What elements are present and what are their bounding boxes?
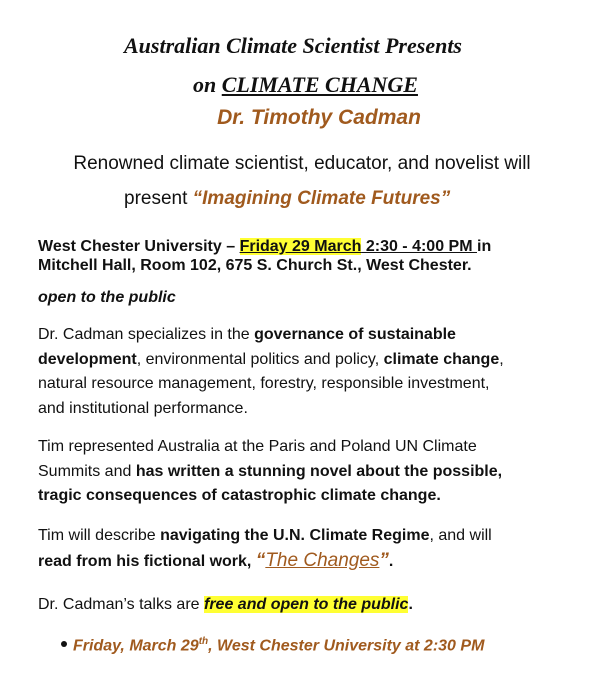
talk-paragraph	[38, 524, 492, 574]
free-note-text: Dr. Cadman’s talks are	[38, 596, 204, 613]
free-note-period: .	[408, 596, 413, 613]
event-line-1	[38, 237, 491, 256]
book-title: The Changes	[265, 549, 380, 571]
talk-line-2	[38, 549, 492, 575]
free-note	[38, 593, 413, 618]
heading-line-1: Australian Climate Scientist Presents	[123, 33, 462, 58]
bio-bold: climate change	[383, 350, 500, 368]
event-date: Friday 29 March	[239, 238, 362, 255]
bio-paragraph	[38, 323, 504, 421]
bio-line-2	[38, 348, 504, 373]
event-venue: West Chester University –	[38, 238, 240, 255]
public-note: open to the public	[38, 289, 176, 306]
bio-bold: development	[38, 350, 137, 368]
heading-topic: CLIMATE CHANGE	[221, 72, 418, 97]
intro-present: present	[124, 188, 193, 209]
event-time: 2:30 - 4:00 PM	[361, 238, 477, 255]
quote-close: ”	[379, 549, 389, 571]
bullet-location: , West Chester University at 2:30 PM	[208, 637, 485, 655]
speaker-name: Dr. Timothy Cadman	[217, 106, 421, 129]
bullet-dot-icon	[61, 641, 67, 647]
event-details	[38, 237, 491, 275]
background-bold: has written a stunning novel about the possible,	[135, 462, 503, 480]
schedule-bullet	[61, 636, 484, 655]
event-line-2: Mitchell Hall, Room 102, 675 S. Church St., West Chester.	[38, 257, 472, 274]
talk-bold: read from his fictional work,	[38, 552, 256, 570]
intro-line-2	[124, 188, 450, 210]
talk-text: , and will	[429, 527, 492, 544]
talk-title: “Imagining Climate Futures”	[192, 188, 451, 209]
event-in: in	[477, 238, 492, 255]
bio-line-1	[38, 323, 504, 348]
bullet-date: Friday, March 29	[73, 637, 199, 655]
bullet-ordinal: th	[198, 636, 209, 647]
background-text: Summits and	[38, 462, 136, 480]
background-paragraph	[38, 435, 502, 509]
talk-bold: navigating the U.N. Climate Regime	[160, 527, 430, 544]
talk-text: Tim will describe	[38, 527, 161, 544]
talk-line-1	[38, 524, 492, 549]
heading-on: on	[193, 72, 222, 97]
background-line-3: tragic consequences of catastrophic climate change.	[38, 487, 441, 504]
bio-line-3: natural resource management, forestry, responsible investment,	[38, 375, 490, 392]
talk-period: .	[388, 552, 394, 570]
bio-line-4: and institutional performance.	[38, 399, 248, 417]
quote-open: “	[255, 549, 266, 571]
free-note-highlight: free and open to the public	[204, 596, 409, 613]
background-line-1: Tim represented Australia at the Paris and Poland UN Climate	[38, 438, 477, 455]
bio-text: Dr. Cadman specializes in the	[38, 326, 255, 343]
bio-text: , environmental politics and policy,	[136, 350, 384, 368]
bio-text: ,	[499, 350, 504, 368]
intro-line-1: Renowned climate scientist, educator, and novelist will	[73, 153, 531, 174]
bio-bold: governance of sustainable	[254, 326, 456, 343]
background-line-2	[38, 460, 502, 485]
heading-line-2	[193, 72, 418, 98]
